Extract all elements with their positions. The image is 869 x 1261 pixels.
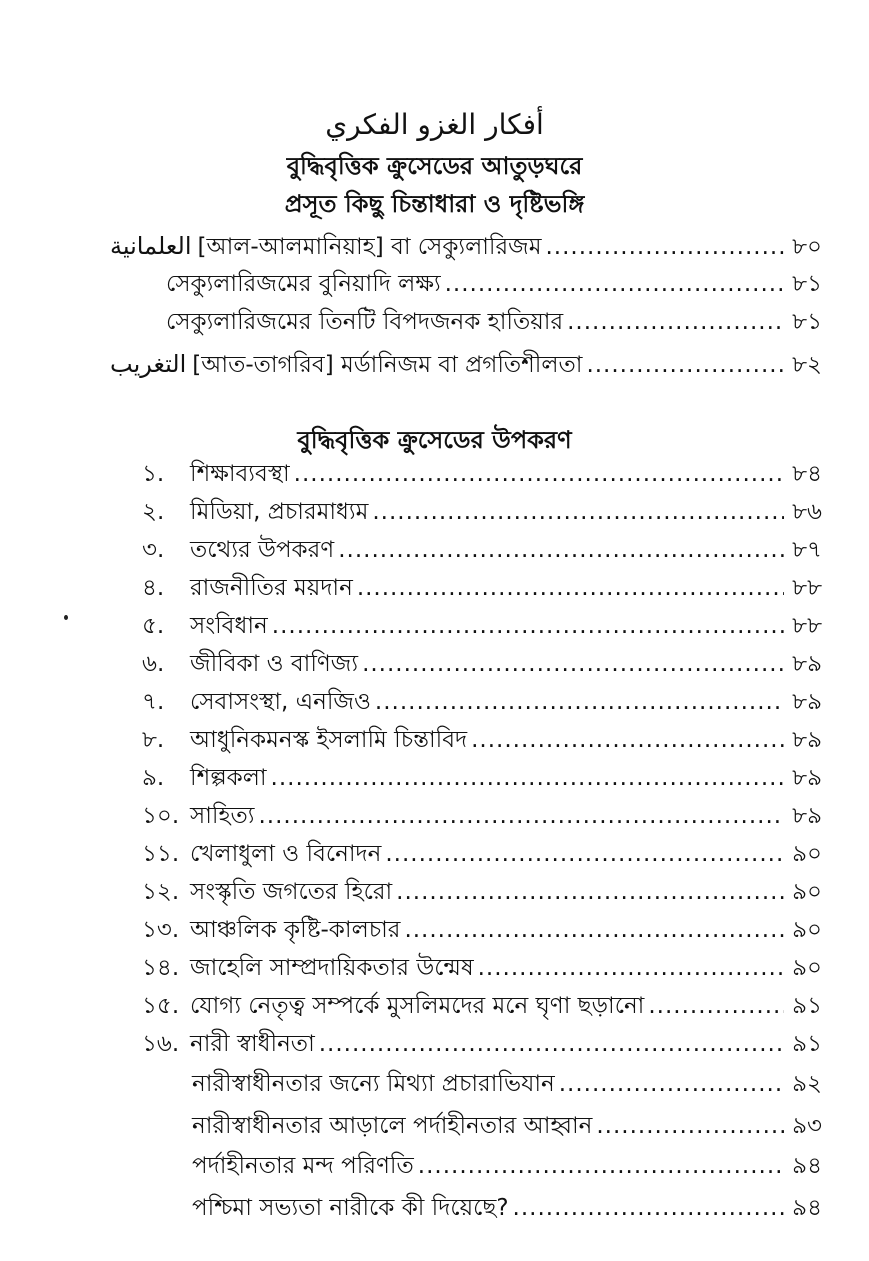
- entry-title: নারী স্বাধীনতা: [190, 1031, 315, 1057]
- page-number: ৮৬: [792, 499, 822, 525]
- dot-leader: [258, 800, 784, 832]
- dot-leader: [445, 268, 784, 300]
- dot-leader: [478, 952, 784, 984]
- arabic-term: العلمانية: [110, 232, 192, 260]
- toc-sub-entry[interactable]: [192, 1192, 822, 1224]
- page-number: ৮৯: [792, 803, 822, 829]
- entry-title: [আল-আলমানিয়াহ] বা সেক্যুলারিজম: [197, 234, 542, 260]
- arabic-term: التغريب: [110, 350, 187, 378]
- entry-title: সংস্কৃতি জগতের হিরো: [190, 879, 393, 905]
- toc-entry[interactable]: [142, 648, 822, 680]
- dot-leader: [271, 762, 784, 794]
- dot-leader: [396, 876, 784, 908]
- dot-leader: [513, 1192, 784, 1224]
- page-number: ৯০: [792, 955, 822, 981]
- entry-number: ১৬.: [142, 1031, 180, 1057]
- page-number: ৮২: [792, 352, 822, 378]
- section1-heading-line2: প্রসূত কিছু চিন্তাধারা ও দৃষ্টিভঙ্গি: [284, 190, 585, 218]
- toc-sub-entry[interactable]: [192, 1110, 822, 1142]
- section1-heading-line1: বুদ্ধিবৃত্তিক ক্রুসেডের আতুড়ঘরে: [286, 152, 583, 180]
- page-number: ৮৯: [792, 689, 822, 715]
- entry-number: ২.: [142, 499, 165, 525]
- toc-entry[interactable]: [142, 990, 822, 1022]
- entry-title: শিক্ষাব্যবস্থা: [190, 461, 290, 487]
- page-number: ৮৯: [792, 651, 822, 677]
- entry-title: সেক্যুলারিজমের বুনিয়াদি লক্ষ্য: [166, 271, 441, 297]
- entry-title: মিডিয়া, প্রচারমাধ্যম: [190, 499, 369, 525]
- entry-title: পর্দাহীনতার মন্দ পরিণতি: [192, 1153, 414, 1179]
- entry-title: পশ্চিমা সভ্যতা নারীকে কী দিয়েছে?: [192, 1195, 509, 1221]
- entry-title: সেবাসংস্থা, এনজিও: [190, 689, 371, 715]
- entry-title: যোগ্য নেতৃত্ব সম্পর্কে মুসলিমদের মনে ঘৃণা ছড়ানো: [190, 993, 645, 1019]
- dot-leader: [385, 838, 784, 870]
- entry-number: ১৫.: [142, 993, 180, 1019]
- page-number: ৮৯: [792, 727, 822, 753]
- toc-entry[interactable]: [142, 458, 822, 490]
- entry-number: ১১.: [142, 841, 180, 867]
- entry-number: ৫.: [142, 613, 165, 639]
- toc-entry[interactable]: [110, 230, 822, 262]
- toc-entry[interactable]: [142, 534, 822, 566]
- entry-title: রাজনীতির ময়দান: [190, 575, 353, 601]
- toc-sub-entry[interactable]: [192, 1068, 822, 1100]
- page-number: ৮১: [792, 309, 822, 335]
- dot-leader: [372, 496, 784, 528]
- toc-entry[interactable]: [142, 572, 822, 604]
- dot-leader: [357, 572, 784, 604]
- page-number: ৯০: [792, 841, 822, 867]
- dot-leader: [338, 534, 784, 566]
- entry-number: ১৩.: [142, 917, 180, 943]
- page-number: ৯৩: [792, 1113, 822, 1139]
- entry-number: ৭.: [142, 689, 165, 715]
- entry-title: শিল্পকলা: [190, 765, 267, 791]
- entry-title: নারীস্বাধীনতার জন্যে মিথ্যা প্রচারাভিযান: [192, 1071, 555, 1097]
- dot-leader: [319, 1028, 784, 1060]
- dot-leader: [471, 724, 784, 756]
- scan-speck: [64, 615, 68, 620]
- entry-number: ১০.: [142, 803, 180, 829]
- dot-leader: [294, 458, 784, 490]
- dot-leader: [404, 914, 784, 946]
- toc-sub-entry[interactable]: [192, 1150, 822, 1182]
- toc-entry[interactable]: [142, 876, 822, 908]
- entry-title: সেক্যুলারিজমের তিনটি বিপদজনক হাতিয়ার: [166, 309, 564, 335]
- page-number: ৮৪: [792, 461, 822, 487]
- page-number: ৯৪: [792, 1153, 822, 1179]
- page-number: ৮১: [792, 271, 822, 297]
- dot-leader: [272, 610, 784, 642]
- page-number: ৯২: [792, 1071, 822, 1097]
- page-number: ৮০: [792, 234, 822, 260]
- toc-entry[interactable]: [142, 686, 822, 718]
- toc-entry[interactable]: [142, 914, 822, 946]
- entry-number: ৯.: [142, 765, 165, 791]
- dot-leader: [545, 231, 784, 263]
- entry-title: সংবিধান: [190, 613, 268, 639]
- entry-title: জীবিকা ও বাণিজ্য: [190, 651, 359, 677]
- entry-number: ১.: [142, 461, 165, 487]
- page-number: ৯১: [792, 1031, 822, 1057]
- toc-entry[interactable]: [142, 952, 822, 984]
- entry-title: খেলাধুলা ও বিনোদন: [190, 841, 382, 867]
- entry-number: ১৪.: [142, 955, 180, 981]
- dot-leader: [362, 648, 784, 680]
- toc-entry[interactable]: [142, 724, 822, 756]
- dot-leader: [567, 306, 784, 338]
- entry-number: ৪.: [142, 575, 165, 601]
- toc-entry[interactable]: [142, 762, 822, 794]
- entry-title: জাহেলি সাম্প্রদায়িকতার উন্মেষ: [190, 955, 474, 981]
- entry-title: সাহিত্য: [190, 803, 255, 829]
- dot-leader: [648, 990, 784, 1022]
- dot-leader: [559, 1068, 784, 1100]
- toc-entry[interactable]: [110, 348, 822, 380]
- toc-entry[interactable]: [142, 610, 822, 642]
- toc-entry[interactable]: [166, 306, 822, 338]
- arabic-title: أفكار الغزو الفكري: [325, 108, 544, 141]
- dot-leader: [596, 1110, 784, 1142]
- page-number: ৮৮: [792, 575, 822, 601]
- toc-entry[interactable]: [142, 800, 822, 832]
- entry-title: [আত-তাগরিব] মর্ডানিজম বা প্রগতিশীলতা: [192, 352, 583, 378]
- toc-entry[interactable]: [166, 268, 822, 300]
- page-number: ৮৯: [792, 765, 822, 791]
- entry-title: আঞ্চলিক কৃষ্টি-কালচার: [190, 917, 401, 943]
- page-number: ৯০: [792, 879, 822, 905]
- page-number: ৯৪: [792, 1195, 822, 1221]
- entry-number: ৬.: [142, 651, 165, 677]
- page-number: ৮৮: [792, 613, 822, 639]
- entry-title: নারীস্বাধীনতার আড়ালে পর্দাহীনতার আহ্বান: [192, 1113, 593, 1139]
- page-number: ৮৭: [792, 537, 822, 563]
- entry-title: আধুনিকমনস্ক ইসলামি চিন্তাবিদ: [190, 727, 468, 753]
- toc-entry[interactable]: [142, 838, 822, 870]
- entry-number: ৩.: [142, 537, 165, 563]
- page-number: ৯১: [792, 993, 822, 1019]
- page-number: ৯০: [792, 917, 822, 943]
- dot-leader: [418, 1150, 784, 1182]
- entry-number: ৮.: [142, 727, 165, 753]
- dot-leader: [375, 686, 784, 718]
- entry-number: ১২.: [142, 879, 180, 905]
- dot-leader: [586, 349, 784, 381]
- entry-title: তথ্যের উপকরণ: [190, 537, 335, 563]
- section2-heading: বুদ্ধিবৃত্তিক ক্রুসেডের উপকরণ: [297, 426, 572, 454]
- toc-entry[interactable]: [142, 1028, 822, 1060]
- toc-entry[interactable]: [142, 496, 822, 528]
